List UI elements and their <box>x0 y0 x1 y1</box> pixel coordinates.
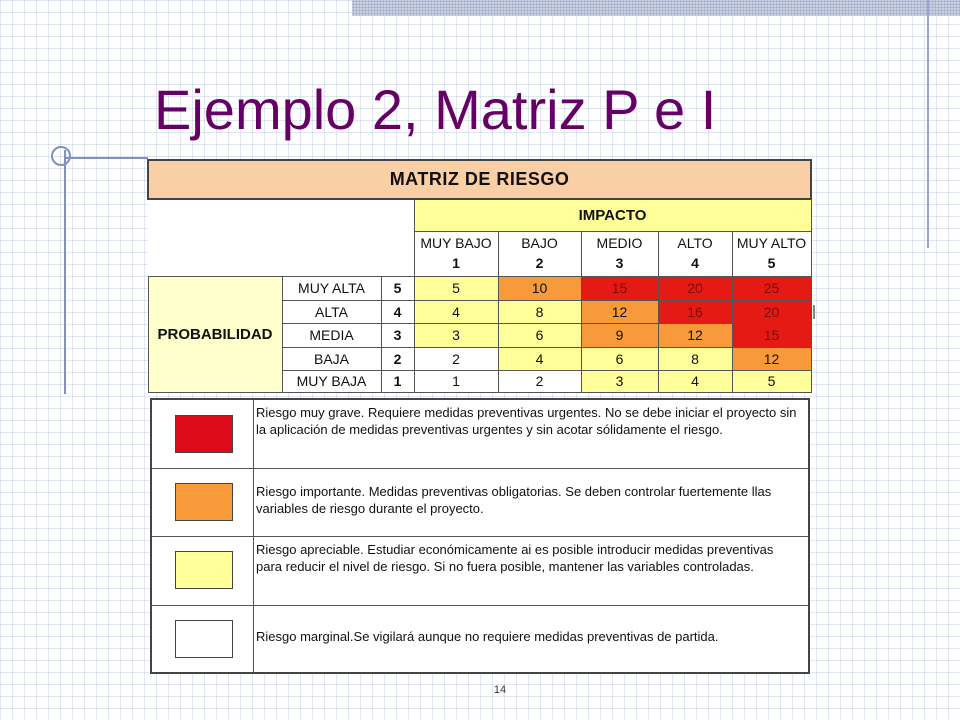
risk-cell: 8 <box>498 301 581 323</box>
legend-swatch-cell <box>152 400 254 468</box>
risk-cell: 9 <box>581 323 658 347</box>
impact-level-header <box>658 231 732 276</box>
impact-level-header <box>581 231 658 276</box>
impact-header: IMPACTO <box>414 199 811 232</box>
probability-label: MEDIA <box>282 323 381 347</box>
slide-title: Ejemplo 2, Matriz P e I <box>154 78 717 141</box>
probability-row <box>148 276 811 300</box>
title-rule-horizontal <box>66 157 148 159</box>
impact-level-value: 1 <box>452 254 460 271</box>
probability-value: 2 <box>381 348 414 370</box>
legend-row <box>152 606 808 672</box>
risk-cell: 2 <box>498 370 581 392</box>
probability-value: 1 <box>381 370 414 392</box>
legend-swatch-cell <box>152 469 254 536</box>
legend-text: Riesgo marginal.Se vigilará aunque no requiere medidas preventivas de partida. <box>256 629 719 644</box>
impact-level-label: MUY BAJO <box>420 234 492 251</box>
legend-swatch-orange <box>175 483 233 521</box>
legend-row <box>152 537 808 606</box>
impact-level-header <box>414 231 498 276</box>
risk-cell: 16 <box>658 301 732 323</box>
matrix-title: MATRIZ DE RIESGO <box>148 160 811 199</box>
impact-level-header <box>498 231 581 276</box>
risk-matrix <box>147 159 810 393</box>
legend-text: Riesgo importante. Medidas preventivas obligatorias. Se deben controlar fuertemente llas variables de riesgo durante el proyecto. <box>256 484 772 516</box>
top-decorative-band <box>352 0 960 16</box>
title-rule-vertical <box>64 150 66 394</box>
impact-level-value: 3 <box>615 254 624 271</box>
risk-cell: 20 <box>732 301 811 323</box>
risk-cell: 12 <box>658 323 732 347</box>
risk-cell: 6 <box>498 323 581 347</box>
matrix-corner-blank <box>148 199 414 276</box>
legend-swatch-red <box>175 415 233 453</box>
page-number: 14 <box>493 684 507 696</box>
legend-row <box>152 469 808 537</box>
probability-label: MUY BAJA <box>282 370 381 392</box>
risk-cell: 20 <box>658 276 732 300</box>
risk-matrix-table <box>147 159 812 393</box>
impact-level-value: 5 <box>767 254 776 271</box>
probability-value: 4 <box>381 301 414 323</box>
risk-cell: 5 <box>732 370 811 392</box>
legend-swatch-cell <box>152 606 254 672</box>
legend-row <box>152 400 808 469</box>
risk-legend <box>150 398 810 674</box>
impact-level-label: ALTO <box>677 234 713 251</box>
risk-cell: 25 <box>732 276 811 300</box>
risk-cell: 4 <box>498 348 581 370</box>
corner-circle-ornament <box>51 146 71 166</box>
impact-level-label: MUY ALTO <box>736 234 807 251</box>
impact-level-value: 4 <box>691 254 699 271</box>
probability-label: MUY ALTA <box>282 276 381 300</box>
risk-cell: 12 <box>732 348 811 370</box>
risk-cell: 4 <box>658 370 732 392</box>
risk-cell: 10 <box>498 276 581 300</box>
risk-cell: 4 <box>414 301 498 323</box>
risk-cell: 12 <box>581 301 658 323</box>
risk-cell: 6 <box>581 348 658 370</box>
probability-value: 5 <box>381 276 414 300</box>
probability-label: ALTA <box>282 301 381 323</box>
risk-cell: 3 <box>414 323 498 347</box>
risk-cell: 15 <box>732 323 811 347</box>
risk-cell: 1 <box>414 370 498 392</box>
probability-label: BAJA <box>282 348 381 370</box>
risk-cell: 5 <box>414 276 498 300</box>
legend-text: Riesgo muy grave. Requiere medidas preventivas urgentes. No se debe iniciar el proyecto sin la aplicación de medidas preventivas urgentes y sin acotar sólidamente el riesgo. <box>256 405 797 437</box>
probability-value: 3 <box>381 323 414 347</box>
impact-level-value: 2 <box>535 254 544 271</box>
legend-text: Riesgo apreciable. Estudiar económicamente ai es posible introducir medidas preventivas para reducir el nivel de riesgo. Si no fuera posible, mantener las variables controladas. <box>256 542 774 574</box>
risk-cell: 3 <box>581 370 658 392</box>
legend-swatch-white <box>175 620 233 658</box>
risk-cell: 8 <box>658 348 732 370</box>
impact-level-label: BAJO <box>521 234 558 251</box>
risk-cell: 15 <box>581 276 658 300</box>
right-rule-vertical <box>927 0 929 248</box>
probability-header: PROBABILIDAD <box>148 276 282 392</box>
impact-level-header <box>732 231 811 276</box>
risk-cell: 2 <box>414 348 498 370</box>
impact-level-label: MEDIO <box>596 234 643 251</box>
legend-swatch-yellow <box>175 551 233 589</box>
side-tick-mark <box>813 305 815 319</box>
legend-swatch-cell <box>152 537 254 605</box>
